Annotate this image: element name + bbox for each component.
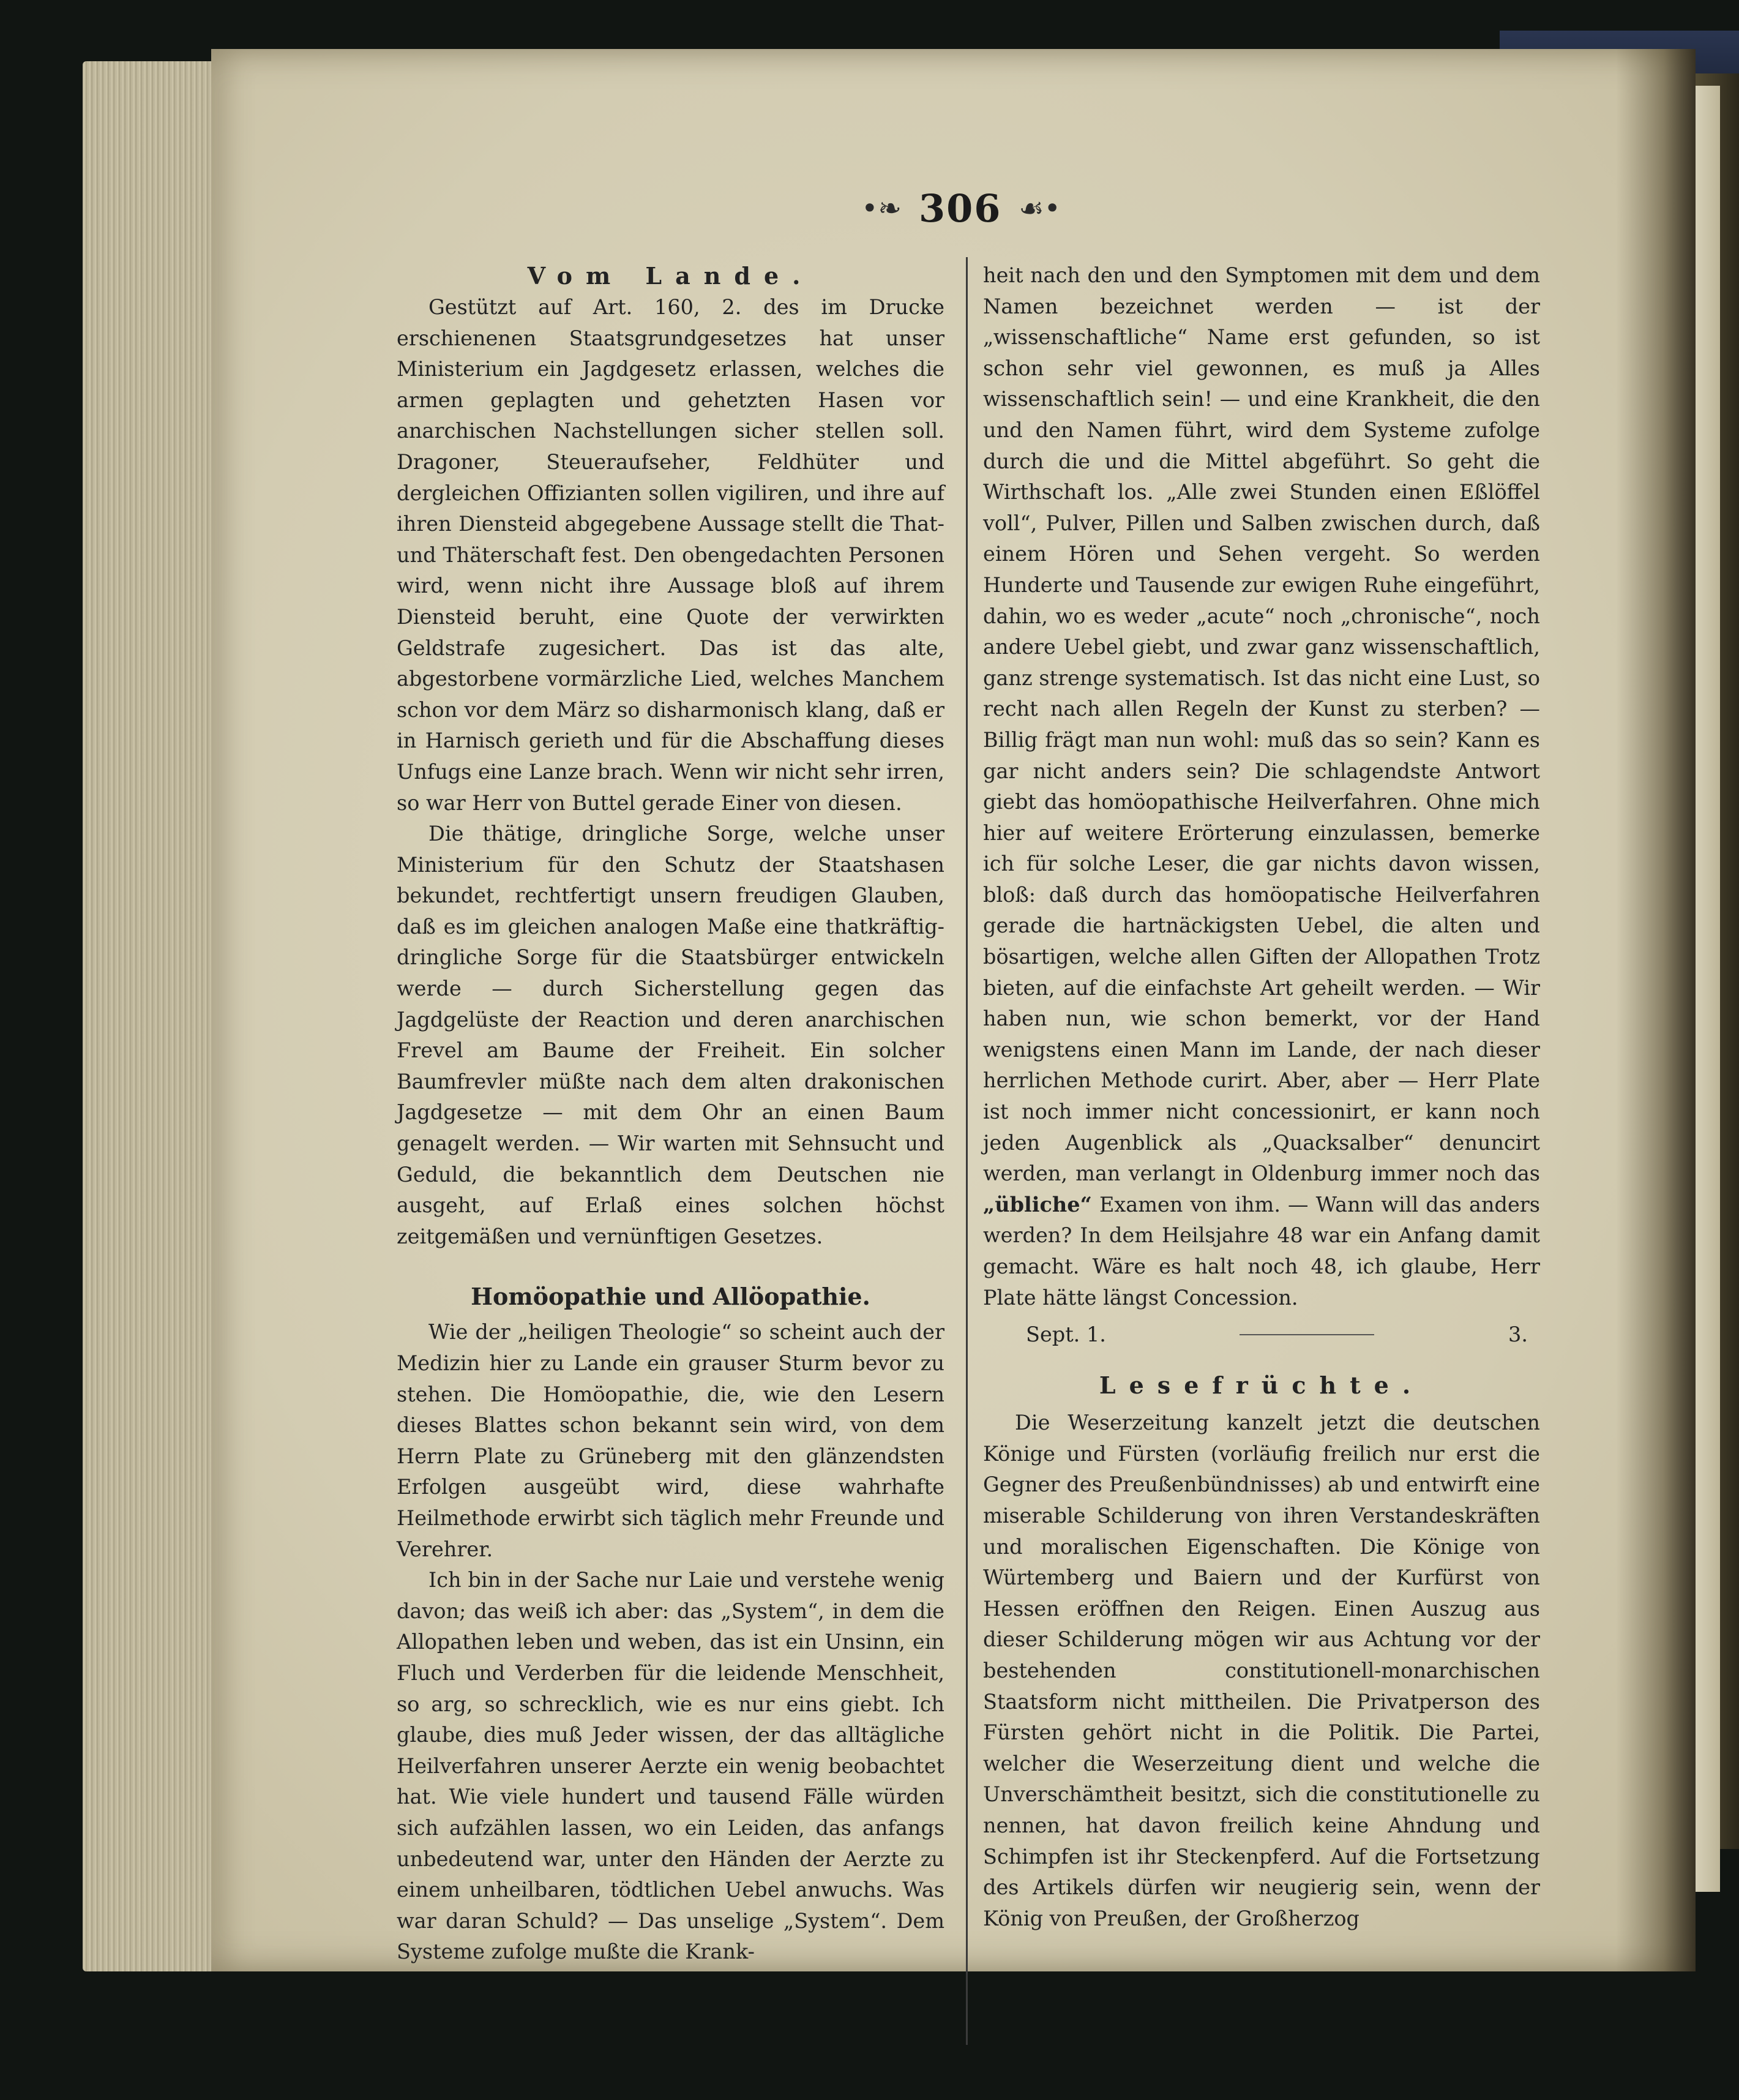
dateline-rule	[1240, 1334, 1374, 1335]
dateline	[983, 1317, 1540, 1352]
section-title-lesefruechte: Lesefrüchte.	[1099, 1371, 1424, 1400]
page-edges-stack	[83, 61, 223, 1971]
column-divider	[966, 257, 968, 2045]
page-gutter-shadow	[1616, 49, 1696, 1971]
emphasized-word: „übliche“	[983, 1192, 1092, 1217]
article-signature: 3.	[1508, 1322, 1528, 1347]
paragraph: Wie der „heiligen Theologie“ so scheint auch der Medizin hier zu Lande ein grauser Sturm bevor zu stehen. Die Homöopathie, die, wie den Lesern dieses Blattes schon bekannt sein wird, von dem Herrn Plate zu Grüneberg mit den glänzendsten Erfolgen ausgeübt wird, diese wahrhafte Heilmethode erwirbt sich täglich mehr Freunde und Verehrer.	[397, 1320, 944, 1561]
paragraph: Ich bin in der Sache nur Laie und verstehe wenig davon; das weiß ich aber: das „System“, in dem die Allopathen leben und weben, das ist ein Unsinn, ein Fluch und Verderben für die leidende Menschheit, so arg, so schrecklich, wie es nur eins giebt. Ich glaube, dies muß Jeder wissen, der das alltägliche Heilverfahren unserer Aerzte ein wenig beobachtet hat. Wie viele hundert und tausend Fälle würden sich aufzählen lassen, wo ein Leiden, das anfangs unbedeutend war, unter den Händen der Aerzte zu einem unheilbaren, tödtlichen Uebel anwuchs. Was war daran Schuld? — Das unselige „System“. Dem Systeme zufolge mußte die Krank-	[397, 1568, 944, 1964]
paragraph: Gestützt auf Art. 160, 2. des im Drucke erschienenen Staatsgrundgesetzes hat unser Ministerium ein Jagdgesetz erlassen, welches die armen geplagten und gehetzten Hasen vor anarchischen Nachstellungen sicher stellen soll. Dragoner, Steueraufseher, Feldhüter und dergleichen Offizianten sollen vigiliren, und ihre auf ihren Diensteid abgegebene Aussage stellt die That- und Thäterschaft fest. Den obengedachten Personen wird, wenn nicht ihre Aussage bloß auf ihrem Diensteid beruht, eine Quote der verwirkten Geldstrafe zugesichert. Das ist das alte, abgestorbene vormärzliche Lied, welches Manchem schon vor dem März so disharmonisch klang, daß er in Harnisch gerieth und für die Abschaffung dieses Unfugs eine Lanze brach. Wenn wir nicht sehr irren, so war Herr von Buttel gerade Einer von diesen.	[397, 295, 944, 815]
paragraph-continued	[983, 260, 1540, 1313]
paragraph: Die thätige, dringliche Sorge, welche unser Ministerium für den Schutz der Staatshasen bekundet, rechtfertigt unsern freudigen Glauben, daß es im gleichen analogen Maße eine thatkräftig-dringliche Sorge für die Staatsbürger entwickeln werde — durch Sicherstellung gegen das Jagdgelüste der Reaction und deren anarchischen Frevel am Baume der Freiheit. Ein solcher Baumfrevler müßte nach dem alten drakonischen Jagdgesetze — mit dem Ohr an einen Baum genagelt werden. — Wir warten mit Sehnsucht und Geduld, die bekanntlich dem Deutschen nie ausgeht, auf Erlaß eines solchen höchst zeitgemäßen und vernünftigen Gesetzes.	[397, 822, 944, 1248]
page-header	[814, 187, 1108, 230]
section-title-vom-lande: Vom Lande.	[527, 262, 814, 290]
facing-page-sliver	[1696, 86, 1720, 1892]
left-column	[397, 260, 944, 1968]
article-date: Sept. 1.	[1026, 1322, 1106, 1347]
paragraph: Die Weserzeitung kanzelt jetzt die deutschen Könige und Fürsten (vorläufig freilich nur erst die Gegner des Preußenbündnisses) ab und entwirft eine miserable Schilderung von ihren Verstandeskräften und moralischen Eigenschaften. Die Könige von Würtemberg und Baiern und der Kurfürst von Hessen eröffnen den Reigen. Einen Auszug aus dieser Schilderung mögen wir aus Achtung vor der bestehenden constitutionell-monarchischen Staatsform nicht mittheilen. Die Privatperson des Fürsten gehört nicht in die Politik. Die Partei, welcher die Weserzeitung dient und welche die Unverschämtheit besitzt, sich die constitutionelle zu nennen, hat davon freilich keine Ahndung und Schimpfen ist ihr Steckenpferd. Auf die Fortsetzung des Artikels dürfen wir neugierig sein, wenn der König von Preußen, der Großherzog	[983, 1411, 1540, 1930]
page-number: 306	[918, 186, 1002, 231]
right-column	[983, 260, 1540, 1934]
ornament-right-icon: ☙•	[1019, 192, 1061, 225]
continuation-text-end: Examen von ihm. — Wann will das anders werden? In dem Heilsjahre 48 war ein Anfang damit gemacht. Wäre es halt noch 48, ich glaube, Herr Plate hätte längst Concession.	[983, 1192, 1540, 1310]
section-title-homoeopathie: Homöopathie und Allöopathie.	[471, 1283, 870, 1311]
ornament-left-icon: •❧	[861, 192, 902, 225]
continuation-text: heit nach den und den Symptomen mit dem und dem Namen bezeichnet werden — ist der „wissenschaftliche“ Name erst gefunden, so ist schon sehr viel gewonnen, es muß ja Alles wissenschaftlich sein! — und eine Krankheit, die den und den Namen führt, wird dem Systeme zufolge durch die und die Mittel abgeführt. So geht die Wirthschaft los. „Alle zwei Stunden einen Eßlöffel voll“, Pulver, Pillen und Salben zwischen durch, daß einem Hören und Sehen vergeht. So werden Hunderte und Tausende zur ewigen Ruhe eingeführt, dahin, wo es weder „acute“ noch „chronische“, noch andere Uebel giebt, und zwar ganz wissenschaftlich, ganz strenge systematisch. Ist das nicht eine Lust, so recht nach allen Regeln der Kunst zu sterben? — Billig frägt man nun wohl: muß das so sein? Kann es gar nicht anders sein? Die schlagendste Antwort giebt das homöopathische Heilverfahren. Ohne mich hier auf weitere Erörterung einzulassen, bemerke ich für solche Leser, die gar nichts davon wissen, bloß: daß durch das homöopatische Heilverfahren gerade die hartnäckigsten Uebel, die alten und bösartigen, welche allen Giften der Allopathen Trotz bieten, auf die einfachste Art geheilt werden. — Wir haben nun, wie schon bemerkt, vor der Hand wenigstens einen Mann im Lande, der nach dieser herrlichen Methode curirt. Aber, aber — Herr Plate ist noch immer nicht concessionirt, er kann noch jeden Augenblick als „Quacksalber“ denuncirt werden, man verlangt in Oldenburg immer noch das	[983, 263, 1540, 1186]
